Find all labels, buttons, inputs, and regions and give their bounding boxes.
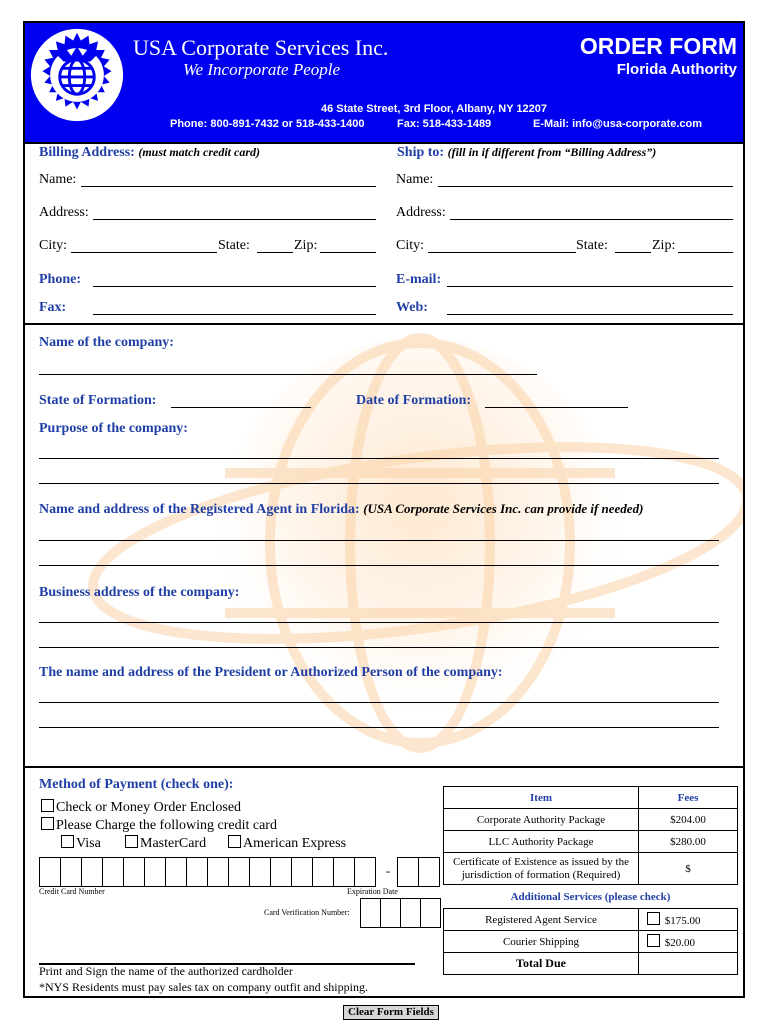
form-subtitle: Florida Authority: [616, 61, 737, 78]
cvn-digit-box[interactable]: [360, 898, 381, 928]
fees-col-item: Item: [444, 787, 639, 809]
amex-checkbox[interactable]: [228, 835, 241, 848]
shipping-web-field[interactable]: [447, 314, 733, 315]
shipping-web-label: Web:: [396, 300, 428, 315]
company-address: 46 State Street, 3rd Floor, Albany, NY 12207: [321, 103, 547, 115]
business-address-field-1[interactable]: [39, 622, 719, 623]
fee-amount: $280.00: [639, 831, 738, 853]
purpose-label: Purpose of the company:: [39, 421, 188, 436]
registered-agent-checkbox[interactable]: [647, 912, 660, 925]
cvn-digit-box[interactable]: [380, 898, 401, 928]
billing-fax-field[interactable]: [93, 314, 376, 315]
cvn-digit-box[interactable]: [400, 898, 421, 928]
shipping-title: Ship to:: [397, 145, 445, 160]
shipping-email-field[interactable]: [447, 286, 733, 287]
cc-digit-box[interactable]: [207, 857, 229, 887]
mastercard-option[interactable]: [125, 835, 206, 852]
shipping-zip-label: Zip:: [652, 238, 676, 253]
visa-checkbox[interactable]: [61, 835, 74, 848]
address-divider: [25, 323, 743, 325]
date-formation-field[interactable]: [485, 407, 628, 408]
exp-digit-box[interactable]: [397, 857, 419, 887]
visa-option[interactable]: [61, 835, 101, 852]
billing-zip-field[interactable]: [320, 252, 376, 253]
cc-digit-box[interactable]: [39, 857, 61, 887]
order-form: [23, 21, 745, 998]
fee-amount: $175.00: [664, 915, 701, 927]
agent-label: Name and address of the Registered Agent in Florida:: [39, 502, 360, 517]
check-money-option[interactable]: [41, 799, 241, 816]
shipping-name-field[interactable]: [438, 186, 733, 187]
shipping-note: (fill in if different from “Billing Address”): [447, 145, 657, 159]
purpose-field-2[interactable]: [39, 483, 719, 484]
business-address-field-2[interactable]: [39, 647, 719, 648]
fee-amount: $204.00: [639, 809, 738, 831]
header-banner: [25, 23, 743, 142]
billing-title: Billing Address:: [39, 145, 135, 160]
credit-card-number-boxes[interactable]: [39, 857, 383, 887]
table-row: [444, 931, 738, 953]
exp-digit-box[interactable]: [418, 857, 440, 887]
nys-tax-note: *NYS Residents must pay sales tax on company outfit and shipping.: [39, 980, 368, 994]
cc-digit-box[interactable]: [123, 857, 145, 887]
billing-name-field[interactable]: [81, 186, 376, 187]
cc-digit-box[interactable]: [333, 857, 355, 887]
payment-divider: [25, 766, 743, 768]
fees-col-fees: Fees: [639, 787, 738, 809]
total-row: [444, 953, 738, 975]
additional-services-row: [444, 885, 738, 909]
cvn-boxes[interactable]: [360, 898, 442, 928]
fee-amount: $20.00: [664, 937, 695, 949]
billing-name-label: Name:: [39, 172, 77, 187]
cc-digit-box[interactable]: [165, 857, 187, 887]
header-divider: [25, 142, 743, 144]
check-money-label: Check or Money Order Enclosed: [56, 800, 242, 815]
total-label: Total Due: [444, 953, 639, 975]
date-formation-label: Date of Formation:: [356, 393, 472, 408]
company-name-label: Name of the company:: [39, 335, 174, 350]
cc-digit-box[interactable]: [354, 857, 376, 887]
billing-state-field[interactable]: [257, 252, 293, 253]
table-row: [444, 853, 738, 885]
company-name: USA Corporate Services Inc.: [133, 35, 389, 60]
shipping-email-label: E-mail:: [396, 272, 442, 287]
cvn-digit-box[interactable]: [420, 898, 441, 928]
company-email: E-Mail: info@usa-corporate.com: [533, 118, 703, 130]
cc-digit-box[interactable]: [60, 857, 82, 887]
clear-form-button[interactable]: Clear Form Fields: [343, 1005, 439, 1020]
cc-digit-box[interactable]: [249, 857, 271, 887]
fee-item: Certificate of Existence as issued by the jurisdiction of formation (Required): [444, 853, 639, 885]
registered-agent-option[interactable]: [639, 909, 738, 931]
state-formation-label: State of Formation:: [39, 393, 157, 408]
table-row: [444, 909, 738, 931]
cc-number-label: Credit Card Number: [39, 887, 105, 896]
fee-item: LLC Authority Package: [444, 831, 639, 853]
business-address-label: Business address of the company:: [39, 585, 240, 600]
form-title: ORDER FORM: [579, 33, 737, 59]
billing-address-field[interactable]: [93, 219, 376, 220]
state-formation-field[interactable]: [171, 407, 311, 408]
agent-field-1[interactable]: [39, 540, 719, 541]
table-row: [444, 809, 738, 831]
charge-card-label: Please Charge the following credit card: [56, 818, 277, 833]
company-name-field[interactable]: [39, 374, 537, 375]
shipping-name-label: Name:: [396, 172, 434, 187]
cc-digit-box[interactable]: [102, 857, 124, 887]
fees-table: [443, 786, 738, 975]
billing-city-label: City:: [39, 238, 68, 253]
payment-title: Method of Payment (check one):: [39, 777, 234, 792]
billing-state-label: State:: [218, 238, 250, 253]
billing-phone-field[interactable]: [93, 286, 376, 287]
billing-zip-label: Zip:: [294, 238, 318, 253]
billing-heading: [39, 145, 260, 161]
shipping-address-field[interactable]: [450, 219, 733, 220]
cc-digit-box[interactable]: [81, 857, 103, 887]
shipping-city-label: City:: [396, 238, 425, 253]
total-amount[interactable]: [639, 953, 738, 975]
cc-digit-box[interactable]: [186, 857, 208, 887]
fee-item: Corporate Authority Package: [444, 809, 639, 831]
cc-digit-box[interactable]: [312, 857, 334, 887]
mastercard-checkbox[interactable]: [125, 835, 138, 848]
amex-label: American Express: [243, 836, 347, 851]
shipping-state-field[interactable]: [615, 252, 651, 253]
billing-fax-label: Fax:: [39, 300, 67, 315]
fee-item: Courier Shipping: [444, 931, 639, 953]
agent-note: (USA Corporate Services Inc. can provide if needed): [363, 501, 644, 516]
table-row: [444, 831, 738, 853]
charge-card-option[interactable]: [41, 817, 277, 834]
billing-address-label: Address:: [39, 205, 89, 220]
president-label: The name and address of the President or Authorized Person of the company:: [39, 665, 503, 680]
billing-note: (must match credit card): [138, 145, 260, 159]
fee-amount[interactable]: $: [639, 853, 738, 885]
billing-phone-label: Phone:: [39, 272, 81, 287]
signature-label: Print and Sign the name of the authorized cardholder: [39, 964, 293, 978]
cc-digit-box[interactable]: [291, 857, 313, 887]
courier-option[interactable]: [639, 931, 738, 953]
billing-city-field[interactable]: [71, 252, 217, 253]
fees-header-row: [444, 787, 738, 809]
president-field-1[interactable]: [39, 702, 719, 703]
fee-item: Registered Agent Service: [444, 909, 639, 931]
additional-services-title: Additional Services (please check): [510, 890, 671, 903]
mastercard-label: MasterCard: [140, 836, 207, 851]
courier-checkbox[interactable]: [647, 934, 660, 947]
expiration-date-boxes[interactable]: [397, 857, 441, 887]
expiration-label: Expiration Date: [347, 887, 398, 896]
amex-option[interactable]: [228, 835, 346, 852]
check-money-checkbox[interactable]: [41, 799, 54, 812]
cc-digit-box[interactable]: [228, 857, 250, 887]
cvn-label: Card Verification Number:: [264, 908, 350, 917]
president-field-2[interactable]: [39, 727, 719, 728]
company-phone: Phone: 800-891-7432 or 518-433-1400: [170, 118, 365, 130]
agent-heading: [39, 501, 643, 518]
company-tagline: We Incorporate People: [183, 60, 341, 79]
company-fax: Fax: 518-433-1489: [397, 118, 492, 130]
shipping-city-field[interactable]: [428, 252, 576, 253]
shipping-heading: [397, 145, 656, 161]
shipping-zip-field[interactable]: [678, 252, 733, 253]
shipping-state-label: State:: [576, 238, 608, 253]
visa-label: Visa: [76, 836, 101, 851]
cc-digit-box[interactable]: [144, 857, 166, 887]
purpose-field-1[interactable]: [39, 458, 719, 459]
charge-card-checkbox[interactable]: [41, 817, 54, 830]
cc-digit-box[interactable]: [270, 857, 292, 887]
shipping-address-label: Address:: [396, 205, 446, 220]
agent-field-2[interactable]: [39, 565, 719, 566]
expiration-dash: -: [386, 863, 391, 878]
